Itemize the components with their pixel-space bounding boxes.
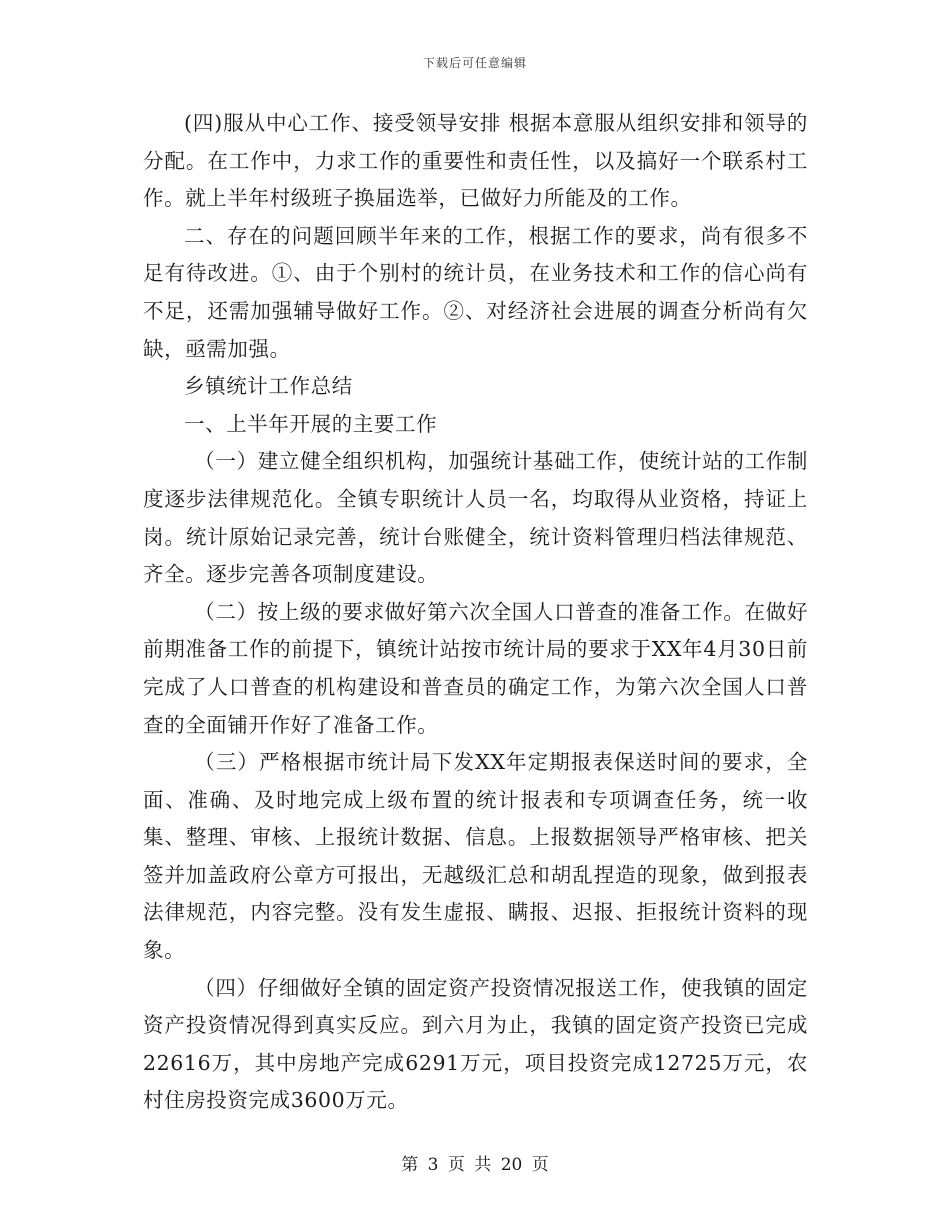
paragraph-service-center-work: (四)服从中心工作、接受领导安排 根据本意服从组织安排和领导的分配。在工作中，力求工作的重要性和责任性，以及搞好一个联系村工作。就上半年村级班子换届选举，已做好力所能及的工作。 (143, 111, 808, 211)
document-body (143, 105, 808, 1120)
paragraph-periodic-reports: （三）严格根据市统计局下发XX年定期报表保送时间的要求，全面、准确、及时地完成上级布置的统计报表和专项调查任务，统一收集、整理、审核、上报统计数据、信息。上报数据领导严格审核、把关签并加盖政府公章方可报出，无越级汇总和胡乱捏造的现象，做到报表法律规范，内容完整。没有发生虚报、瞒报、迟报、拒报统计资料的现象。 (143, 750, 808, 963)
section-title: 乡镇统计工作总结 (184, 374, 353, 399)
page-footer: 第 3 页 共 20 页 (401, 1155, 549, 1175)
paragraph-census-preparation: （二）按上级的要求做好第六次全国人口普查的准备工作。在做好前期准备工作的前提下，镇统计站按市统计局的要求于XX年4月30日前完成了人口普查的机构建设和普查员的确定工作，为第六次全国人口普查的全面铺开作好了准备工作。 (143, 599, 808, 737)
paragraph-existing-problems: 二、存在的问题回顾半年来的工作，根据工作的要求，尚有很多不足有待改进。①、由于个别村的统计员，在业务技术和工作的信心尚有不足，还需加强辅导做好工作。②、对经济社会进展的调查分析尚有欠缺，亟需加强。 (143, 223, 808, 361)
paragraph-organization: （一）建立健全组织机构，加强统计基础工作，使统计站的工作制度逐步法律规范化。全镇专职统计人员一名，均取得从业资格，持证上岗。统计原始记录完善，统计台账健全，统计资料管理归档法律规范、齐全。逐步完善各项制度建设。 (143, 449, 808, 587)
page-header: 下载后可任意编辑 (422, 56, 527, 70)
section-heading-main-work: 一、上半年开展的主要工作 (184, 411, 438, 436)
paragraph-fixed-asset-investment: （四）仔细做好全镇的固定资产投资情况报送工作，使我镇的固定资产投资情况得到真实反应。到六月为止，我镇的固定资产投资已完成22616万，其中房地产完成6291万元，项目投资完成12725万元，农村住房投资完成3600万元。 (143, 975, 808, 1113)
